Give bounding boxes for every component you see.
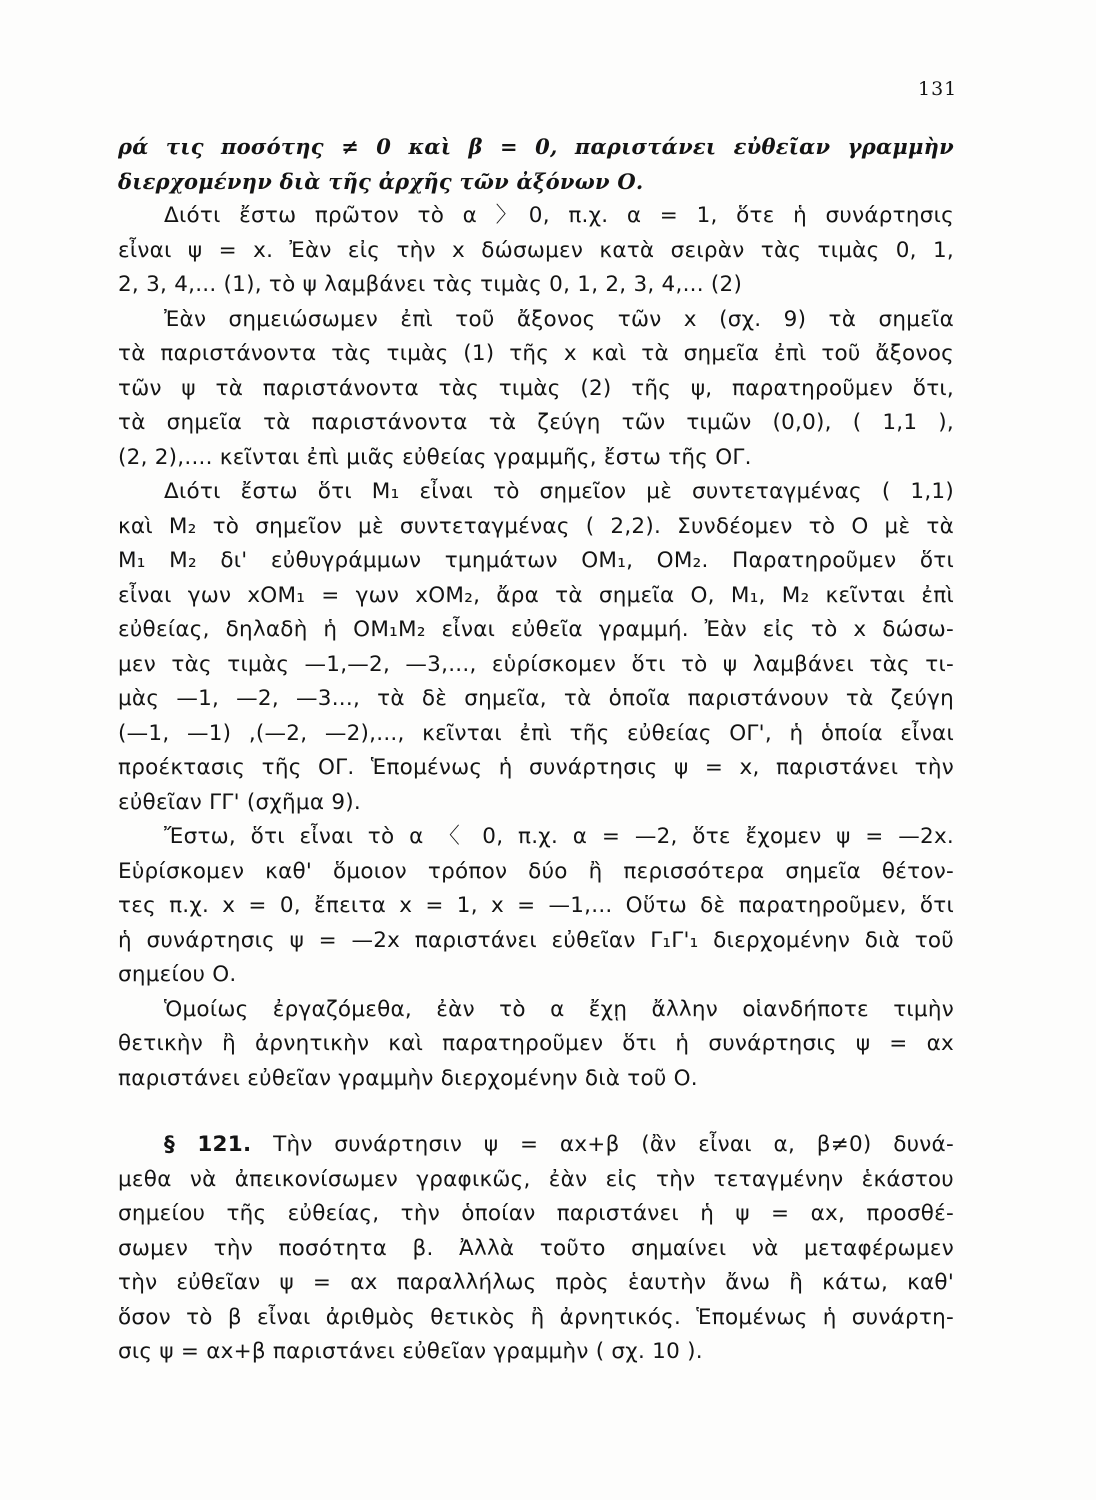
text-line: (—1, —1) ,(—2, —2),..., κεῖνται ἐπὶ τῆς εὐθείας ΟΓ', ἡ ὁποία εἶναι bbox=[118, 720, 954, 746]
text-line: τὴν εὐθεῖαν ψ = αx παραλλήλως πρὸς ἑαυτὴν ἄνω ἢ κάτω, καθ' bbox=[118, 1270, 954, 1295]
text-line: μεθα νὰ ἀπεικονίσωμεν γραφικῶς, ἐὰν εἰς τὴν τεταγμένην ἑκάστου bbox=[118, 1166, 954, 1192]
text-line: τες π.χ. x = 0, ἔπειτα x = 1, x = —1,... Οὕτω δὲ παρατηροῦμεν, ὅτι bbox=[118, 893, 954, 918]
text-line: σημείου τῆς εὐθείας, τὴν ὁποίαν παριστάνει ἡ ψ = αx, προσθέ- bbox=[118, 1201, 954, 1226]
text-line: μεν τὰς τιμὰς —1,—2, —3,..., εὑρίσκομεν ὅτι τὸ ψ λαμβάνει τὰς τι- bbox=[118, 651, 954, 677]
text-line: μὰς —1, —2, —3..., τὰ δὲ σημεῖα, τὰ ὁποῖα παριστάνουν τὰ ζεύγη bbox=[118, 686, 954, 711]
text-line: εὐθείας, δηλαδὴ ἡ ΟΜ₁Μ₂ εἶναι εὐθεῖα γραμμή. Ἐὰν εἰς τὸ x δώσω- bbox=[118, 617, 954, 642]
text-line: Διότι ἔστω ὅτι Μ₁ εἶναι τὸ σημεῖον μὲ συντεταγμένας ( 1,1) bbox=[164, 479, 954, 504]
text-line: παριστάνει εὐθεῖαν γραμμὴν διερχομένην διὰ τοῦ Ο. bbox=[118, 1065, 698, 1091]
text-line: ἡ συνάρτησις ψ = —2x παριστάνει εὐθεῖαν Γ₁Γ'₁ διερχομένην διὰ τοῦ bbox=[118, 927, 954, 953]
text-line: εἶναι γων xΟΜ₁ = γων xΟΜ₂, ἄρα τὰ σημεῖα Ο, Μ₁, Μ₂ κεῖνται ἐπὶ bbox=[118, 582, 954, 608]
text-line: Διότι ἔστω πρῶτον τὸ α 〉0, π.χ. α = 1, ὅτε ἡ συνάρτησις bbox=[164, 203, 954, 228]
text-line: εὐθεῖαν ΓΓ' (σχῆμα 9). bbox=[118, 789, 361, 815]
text-line: Εὑρίσκομεν καθ' ὅμοιον τρόπον δύο ἢ περισσότερα σημεῖα θέτον- bbox=[118, 858, 954, 884]
text-line: ρά τις ποσότης ≠ 0 καὶ β = 0, παριστάνει εὐθεῖαν γραμμὴν bbox=[118, 134, 954, 159]
text-line: σημείου Ο. bbox=[118, 962, 237, 987]
page-number: 131 bbox=[918, 78, 958, 100]
text-line: εἶναι ψ = x. Ἐὰν εἰς τὴν x δώσωμεν κατὰ σειρὰν τὰς τιμὰς 0, 1, bbox=[118, 237, 954, 263]
section-label: § 121. bbox=[164, 1132, 252, 1157]
text-line: προέκτασις τῆς ΟΓ. Ἑπομένως ἡ συνάρτησις ψ = x, παριστάνει τὴν bbox=[118, 755, 954, 780]
body-text bbox=[118, 130, 954, 1370]
section-121-heading-line bbox=[118, 1128, 954, 1163]
text-line: (2, 2),.... κεῖνται ἐπὶ μιᾶς εὐθείας γραμμῆς, ἔστω τῆς ΟΓ. bbox=[118, 444, 752, 470]
text-line: τῶν ψ τὰ παριστάνοντα τὰς τιμὰς (2) τῆς ψ, παρατηροῦμεν ὅτι, bbox=[118, 375, 954, 401]
text-line: Ὁμοίως ἐργαζόμεθα, ἐὰν τὸ α ἔχῃ ἄλλην οἱανδήποτε τιμὴν bbox=[164, 996, 954, 1022]
text-line: τὰ παριστάνοντα τὰς τιμὰς (1) τῆς x καὶ τὰ σημεῖα ἐπὶ τοῦ ἄξονος bbox=[118, 341, 954, 366]
text-line: ὅσον τὸ β εἶναι ἀριθμὸς θετικὸς ἢ ἀρνητικός. Ἑπομένως ἡ συνάρτη- bbox=[118, 1304, 954, 1330]
text-line: Μ₁ Μ₂ δι' εὐθυγράμμων τμημάτων ΟΜ₁, ΟΜ₂. Παρατηροῦμεν ὅτι bbox=[118, 548, 954, 573]
text-line: θετικὴν ἢ ἀρνητικὴν καὶ παρατηροῦμεν ὅτι ἡ συνάρτησις ψ = αx bbox=[118, 1031, 954, 1056]
text-line: σις ψ = αx+β παριστάνει εὐθεῖαν γραμμὴν ( σχ. 10 ). bbox=[118, 1339, 703, 1364]
text-line: τὰ σημεῖα τὰ παριστάνοντα τὰ ζεύγη τῶν τιμῶν (0,0), ( 1,1 ), bbox=[118, 410, 954, 435]
text-line: σωμεν τὴν ποσότητα β. Ἀλλὰ τοῦτο σημαίνει νὰ μεταφέρωμεν bbox=[118, 1235, 954, 1261]
text-line: διερχομένην διὰ τῆς ἀρχῆς τῶν ἀξόνων Ο. bbox=[118, 168, 644, 194]
section-gap bbox=[118, 1096, 954, 1128]
text-line: καὶ Μ₂ τὸ σημεῖον μὲ συντεταγμένας ( 2,2). Συνδέομεν τὸ Ο μὲ τὰ bbox=[118, 513, 954, 539]
section-first-line: Τὴν συνάρτησιν ψ = αx+β (ἂν εἶναι α, β≠0) δυνά- bbox=[251, 1132, 954, 1157]
text-line: Ἐὰν σημειώσωμεν ἐπὶ τοῦ ἄξονος τῶν x (σχ. 9) τὰ σημεῖα bbox=[164, 306, 954, 332]
text-line: Ἔστω, ὅτι εἶναι τὸ α 〈 0, π.χ. α = —2, ὅτε ἔχομεν ψ = —2x. bbox=[164, 824, 954, 849]
text-line: 2, 3, 4,... (1), τὸ ψ λαμβάνει τὰς τιμὰς 0, 1, 2, 3, 4,... (2) bbox=[118, 272, 743, 297]
